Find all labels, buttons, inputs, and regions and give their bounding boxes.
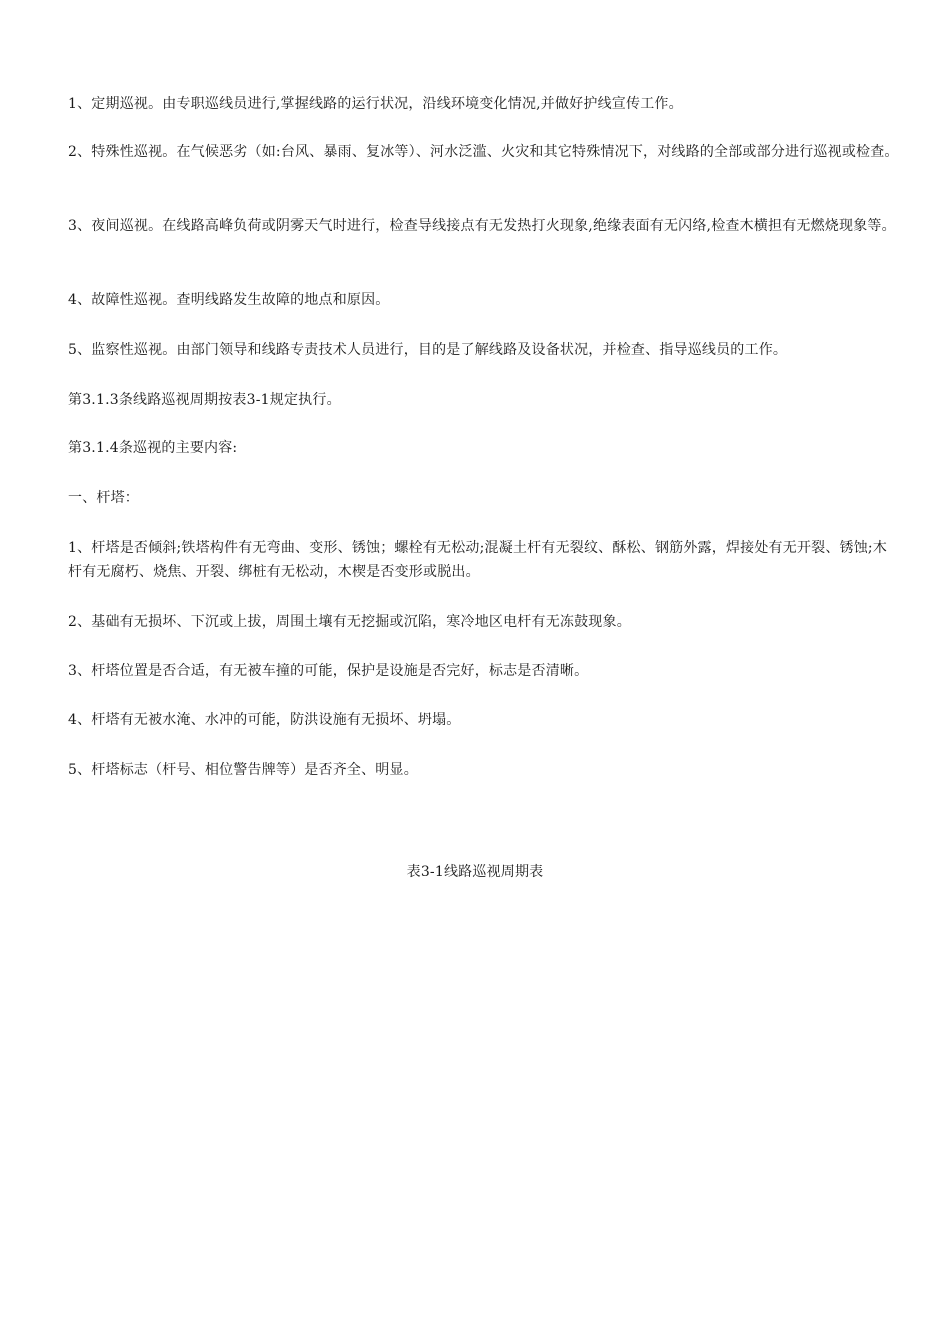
section-heading-towers: 一、杆塔： <box>68 490 139 506</box>
paragraph-article-3-1-4: 第3.1.4条巡视的主要内容: <box>68 440 238 456</box>
paragraph-special-patrol: 2、特殊性巡视。在气候恶劣（如:台风、暴雨、复冰等）、河水泛滥、火灾和其它特殊情况下，对线路的全部或部分进行巡视或检查。 <box>68 144 899 160</box>
paragraph-night-patrol: 3、夜间巡视。在线路高峰负荷或阴雾天气时进行，检查导线接点有无发热打火现象,绝缘表面有无闪络,检查木横担有无燃烧现象等。 <box>68 218 896 234</box>
paragraph-tower-item-5: 5、杆塔标志（杆号、相位警告牌等）是否齐全、明显。 <box>68 762 418 778</box>
paragraph-article-3-1-3: 第3.1.3条线路巡视周期按表3-1规定执行。 <box>68 392 341 408</box>
paragraph-supervisory-patrol: 5、监察性巡视。由部门领导和线路专责技术人员进行，目的是了解线路及设备状况，并检查、指导巡线员的工作。 <box>68 342 788 358</box>
paragraph-fault-patrol: 4、故障性巡视。查明线路发生故障的地点和原因。 <box>68 292 390 308</box>
paragraph-periodic-patrol: 1、定期巡视。由专职巡线员进行,掌握线路的运行状况，沿线环境变化情况,并做好护线宣传工作。 <box>68 96 683 112</box>
paragraph-tower-item-1: 1、杆塔是否倾斜;铁塔构件有无弯曲、变形、锈蚀；螺栓有无松动;混凝土杆有无裂纹、酥松、钢筋外露，焊接处有无开裂、锈蚀;木杆有无腐朽、烧焦、开裂、绑桩有无松动，木楔是否变形或脱出。 <box>68 540 888 580</box>
paragraph-tower-item-4: 4、杆塔有无被水淹、水冲的可能，防洪设施有无损坏、坍塌。 <box>68 712 461 728</box>
paragraph-tower-item-2: 2、基础有无损坏、下沉或上拔，周围土壤有无挖掘或沉陷，寒冷地区电杆有无冻鼓现象。 <box>68 614 631 630</box>
table-caption: 表3-1线路巡视周期表 <box>406 864 544 880</box>
paragraph-tower-item-3: 3、杆塔位置是否合适，有无被车撞的可能，保护是设施是否完好，标志是否清晰。 <box>68 663 589 679</box>
